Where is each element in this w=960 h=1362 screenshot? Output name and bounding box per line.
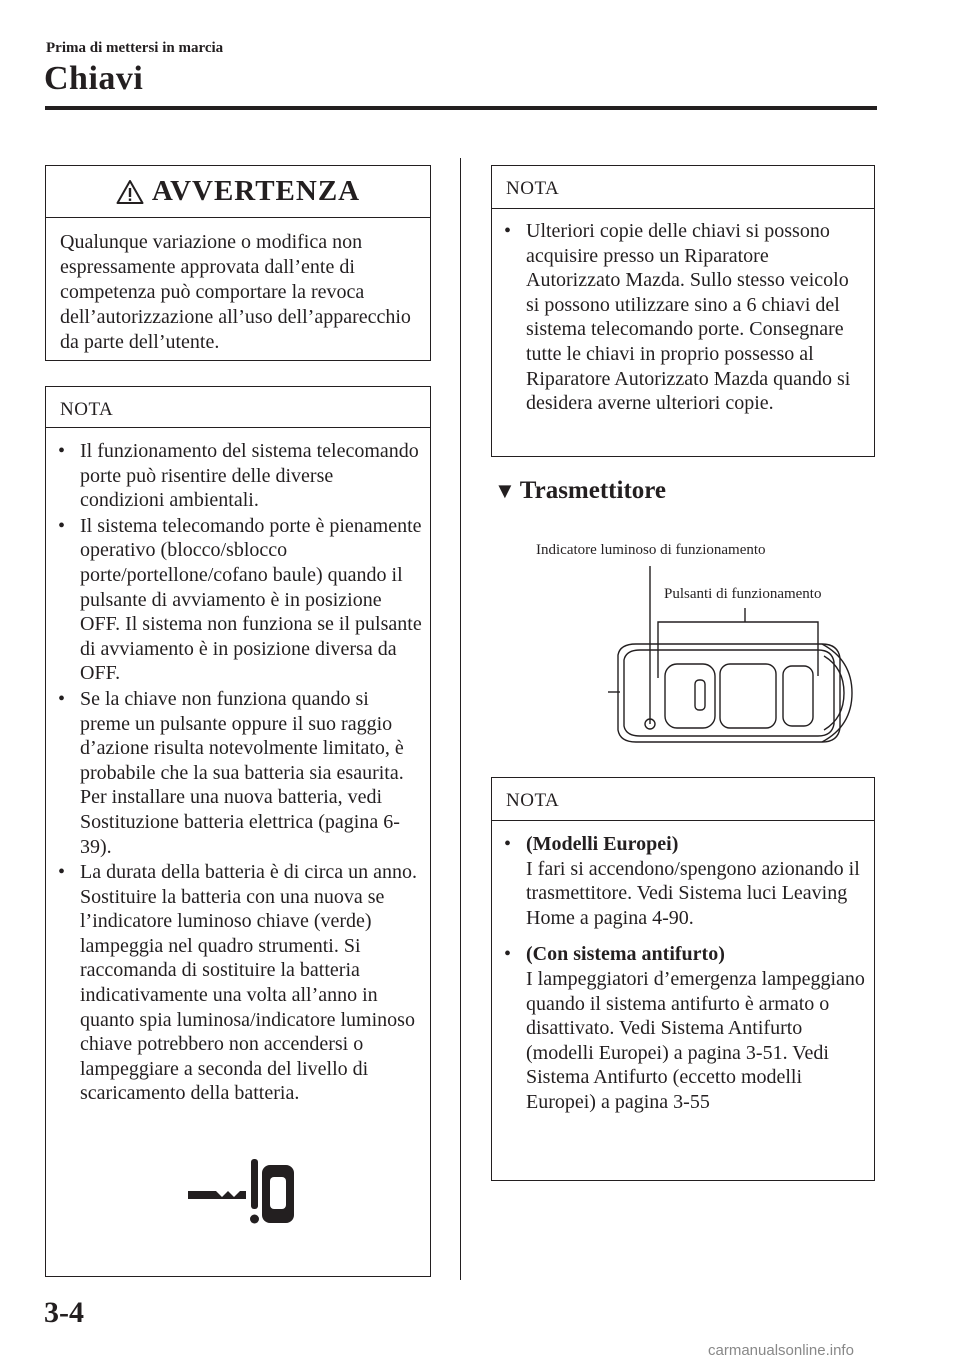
spacer bbox=[492, 931, 866, 941]
nota-box-left bbox=[45, 386, 431, 1277]
list-item: • Ulteriori copie delle chiavi si possono acquisire presso un Riparatore Autorizzato Mazda. Sullo stesso veicolo si possono utilizzare sino a 6 chiavi del sistema telecomando porte. Consegnare tutte le chiavi in proprio possesso al Riparatore Autorizzato Mazda quando si desidera averne ulteriori copie. bbox=[504, 220, 851, 415]
warning-header bbox=[46, 166, 430, 218]
triangle-down-icon: ▼ bbox=[494, 478, 516, 503]
item-title: (Modelli Europei) bbox=[526, 833, 679, 855]
column-divider bbox=[460, 158, 461, 1280]
bullet-icon: • bbox=[58, 440, 66, 462]
list-item: • Il sistema telecomando porte è pienamente operativo (blocco/sblocco porte/portellone/cofano baule) quando il pulsante di avviamento è in posizione OFF. Il sistema non funziona se il pulsante di avviamento è in posizione diversa da OFF. bbox=[58, 514, 422, 685]
title-rule bbox=[45, 106, 877, 110]
nota-header bbox=[46, 387, 430, 428]
warning-box bbox=[45, 165, 431, 361]
bullet-icon: • bbox=[58, 687, 66, 710]
nota-list bbox=[46, 428, 430, 1106]
warning-text: Qualunque variazione o modifica non espressamente approvata dall’ente di competenza può comportare la revoca dell’autorizzazione all’uso dell’apparecchio da parte dell’utente. bbox=[60, 231, 411, 353]
nota-list bbox=[492, 209, 874, 416]
page-title: Chiavi bbox=[44, 60, 144, 97]
page-number: 3-4 bbox=[44, 1296, 84, 1329]
bullet-icon: • bbox=[58, 861, 66, 884]
list-item bbox=[492, 832, 866, 930]
bullet-icon: • bbox=[504, 833, 512, 855]
nota-box-right-top bbox=[491, 165, 875, 457]
section-heading-trasmettitore: ▼ Trasmettitore bbox=[494, 477, 667, 504]
nota-label: NOTA bbox=[506, 178, 560, 199]
bullet-icon: • bbox=[504, 220, 512, 242]
nota-header bbox=[492, 778, 874, 821]
section-label: Prima di mettersi in marcia bbox=[46, 40, 224, 56]
list-item: • La durata della batteria è di circa un anno. Sostituire la batteria con una nuova se l’indicatore luminoso chiave (verde) lampeggia nel quadro strumenti. Si raccomanda di sostituire la batteria indicativamente una volta all’anno in quanto spia luminosa/indicatore luminoso chiave potrebbero non accendersi o lampeggiare a seconda del livello di scaricamento della batteria. bbox=[58, 861, 418, 1105]
list-item: • Il funzionamento del sistema telecomando porte può risentire delle diverse condizioni ambientali. bbox=[58, 440, 419, 512]
item-title: (Con sistema antifurto) bbox=[526, 943, 725, 966]
bullet-icon: • bbox=[504, 943, 512, 966]
nota-header bbox=[492, 166, 874, 209]
key-warning-indicator-icon bbox=[182, 1155, 302, 1245]
item-text: I fari si accendono/spengono azionando il trasmettitore. Vedi Sistema luci Leaving Home a pagina 4-90. bbox=[526, 857, 860, 929]
warning-triangle-icon bbox=[116, 179, 144, 205]
callout-buttons-label: Pulsanti di funzionamento bbox=[664, 586, 822, 602]
nota-label: NOTA bbox=[506, 790, 560, 811]
callout-indicator-label: Indicatore luminoso di funzionamento bbox=[536, 542, 766, 558]
nota-box-right-bottom bbox=[491, 777, 875, 1181]
list-item: • Se la chiave non funziona quando si preme un pulsante oppure il suo raggio d’azione risulta notevolmente limitato, è probabile che la sua batteria sia esaurita. Per installare una nuova batteria, vedi Sostituzione batteria elettrica (pagina 6-39). bbox=[58, 687, 404, 858]
list-item bbox=[492, 942, 866, 1114]
bullet-icon: • bbox=[58, 514, 66, 537]
nota-label: NOTA bbox=[60, 399, 114, 420]
warning-title: AVVERTENZA bbox=[151, 175, 361, 207]
nota-list bbox=[492, 821, 874, 1115]
watermark-link[interactable]: carmanualsonline.info bbox=[708, 1342, 854, 1359]
transmitter-illustration bbox=[590, 560, 860, 760]
item-text: I lampeggiatori d’emergenza lampeggiano quando il sistema antifurto è armato o disattivato. Vedi Sistema Antifurto (modelli Europei) a pagina 3-51. Vedi Sistema Antifurto (eccetto modelli Europei) a pagina 3-55 bbox=[526, 967, 865, 1113]
